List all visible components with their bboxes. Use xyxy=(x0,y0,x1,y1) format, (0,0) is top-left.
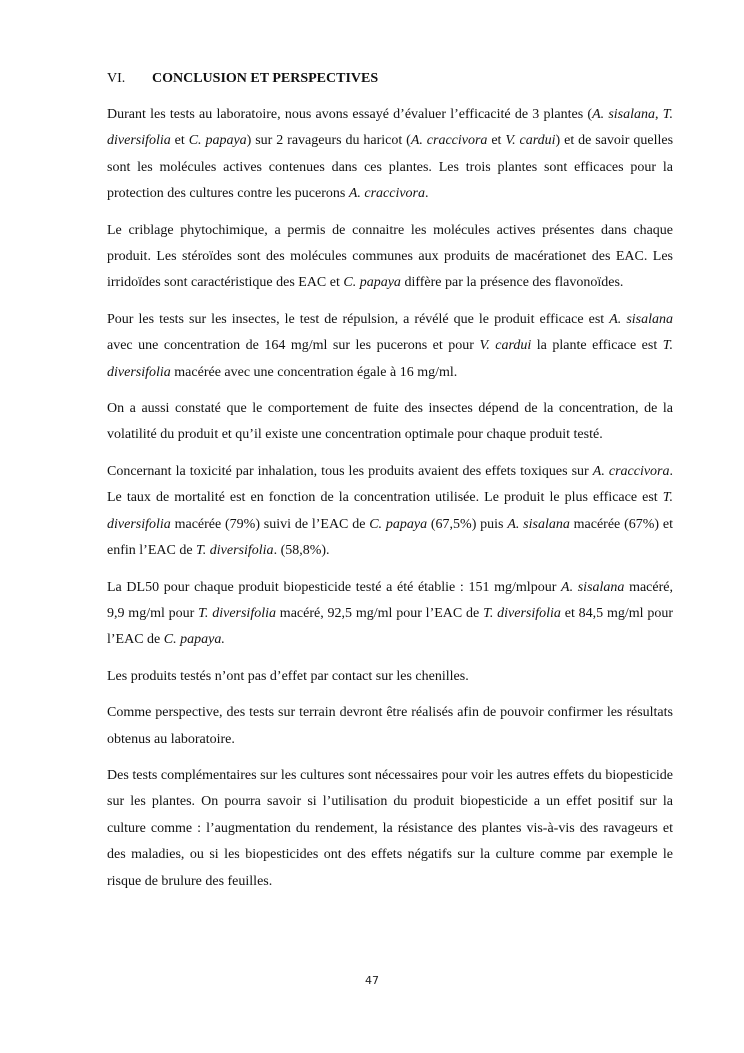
paragraph-perspective: Comme perspective, des tests sur terrain devront être réalisés afin de pouvoir confirmer les résultats obtenus au laboratoire. xyxy=(107,705,673,747)
paragraph-complementary-tests: Des tests complémentaires sur les cultures sont nécessaires pour voir les autres effets du biopesticide sur les plantes. On pourra savoir si l’utilisation du produit biopesticide a un effet positif sur la culture comme : l’augmentation du rendement, la résistance des plantes vis-à-vis des ravageurs et des maladies, ou si les biopesticides ont des effets négatifs sur la culture comme par exemple le risque de brulure des feuilles. xyxy=(107,767,673,889)
page-number: 47 xyxy=(365,974,379,987)
paragraph-behaviour: On a aussi constaté que le comportement de fuite des insectes dépend de la concentration, de la volatilité du produit et qu’il existe une concentration optimale pour chaque produit testé. xyxy=(107,401,673,443)
paragraph-summary: Durant les tests au laboratoire, nous avons essayé d’évaluer l’efficacité de 3 plantes (A. sisalana, T. diversifolia et C. papaya) sur 2 ravageurs du haricot (A. craccivora et V. cardui) et de savoir quelles sont les molécules actives contenues dans ces plantes. Les trois plantes sont efficaces pour la protection des cultures contre les pucerons A. craccivora. xyxy=(107,107,674,202)
section-heading xyxy=(107,70,378,88)
paragraph-phytochemical: Le criblage phytochimique, a permis de connaitre les molécules actives présentes dans chaque produit. Les stéroïdes sont des molécules communes aux produits de macérationet des EAC. Les irridoïdes sont caractéristique des EAC et C. papaya diffère par la présence des flavonoïdes. xyxy=(107,222,673,291)
document-body xyxy=(107,102,673,905)
paragraph-toxicity: Concernant la toxicité par inhalation, tous les produits avaient des effets toxiques sur A. craccivora. Le taux de mortalité est en fonction de la concentration utilisée. Le produit le plus efficace est T. diversifolia macérée (79%) suivi de l’EAC de C. papaya (67,5%) puis A. sisalana macérée (67%) et enfin l’EAC de T. diversifolia. (58,8%). xyxy=(107,463,673,559)
paragraph-repulsion: Pour les tests sur les insectes, le test de répulsion, a révélé que le produit efficace est A. sisalana avec une concentration de 164 mg/ml sur les pucerons et pour V. cardui la plante efficace est T. diversifolia macérée avec une concentration égale à 16 mg/ml. xyxy=(107,311,673,380)
paragraph-contact: Les produits testés n’ont pas d’effet par contact sur les chenilles. xyxy=(107,668,469,684)
section-title: CONCLUSION ET PERSPECTIVES xyxy=(152,71,379,86)
section-number: VI. xyxy=(107,71,126,86)
paragraph-dl50: La DL50 pour chaque produit biopesticide testé a été établie : 151 mg/mlpour A. sisalana macéré, 9,9 mg/ml pour T. diversifolia macéré, 92,5 mg/ml pour l’EAC de T. diversifolia et 84,5 mg/ml pour l’EAC de C. papaya. xyxy=(107,579,673,648)
